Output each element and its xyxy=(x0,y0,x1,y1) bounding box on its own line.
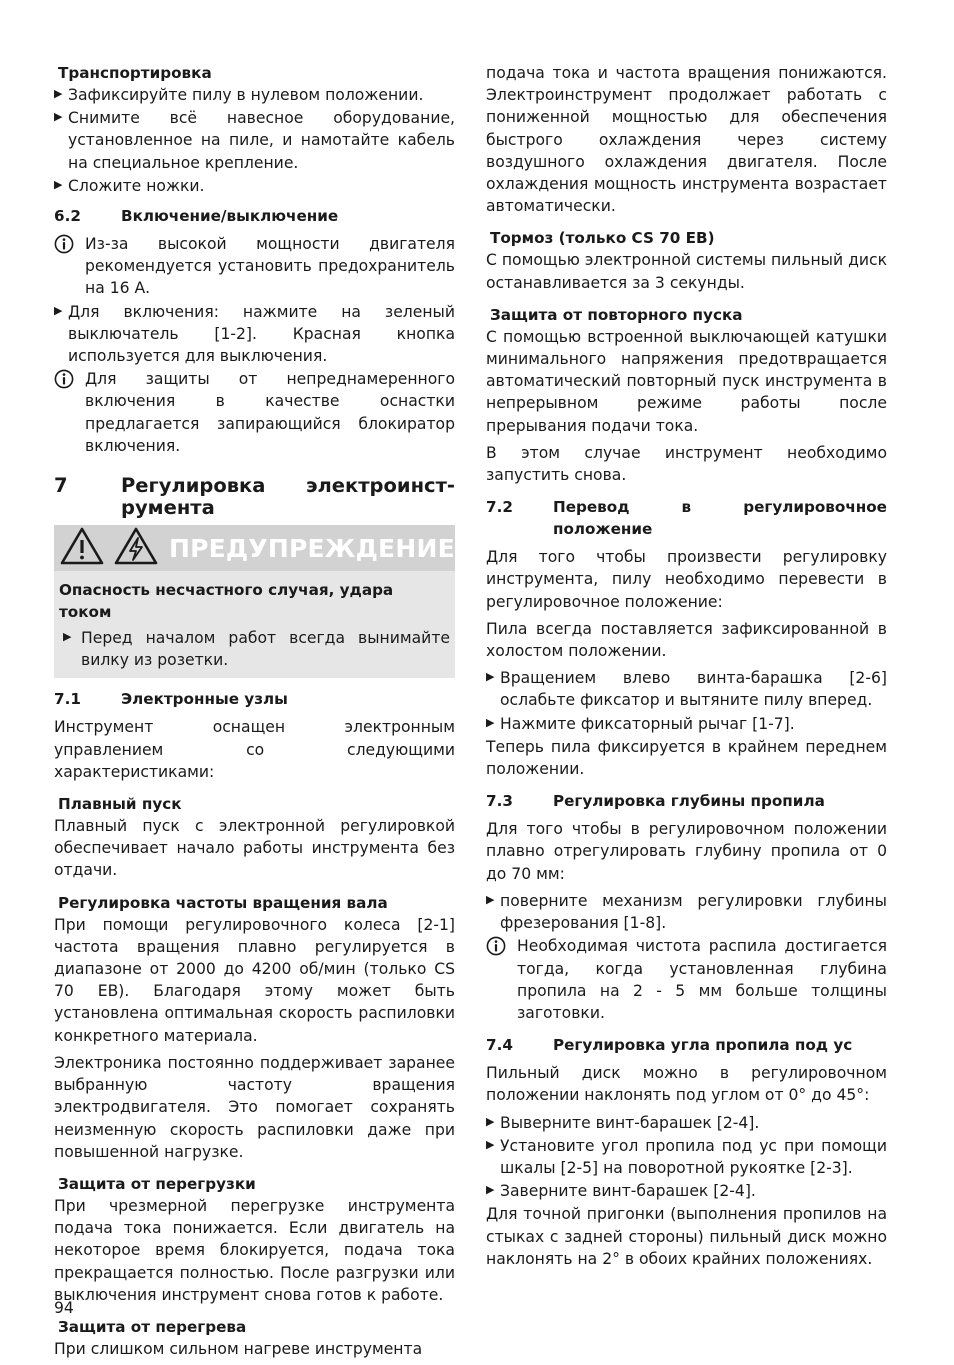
list-item: ▶ Выверните винт-барашек [2-4]. xyxy=(486,1112,887,1134)
bullet-arrow-icon: ▶ xyxy=(63,630,72,644)
paragraph: При слишком сильном нагреве инструмента xyxy=(54,1339,423,1358)
paragraph: Плавный пуск с электронной регулировкой обеспечивает начало работы инструмента без отдачи. xyxy=(54,817,455,880)
bullet-arrow-icon: ▶ xyxy=(54,177,63,191)
paragraph: При чрезмерной перегрузке инструмента подача тока понижается. Если двигатель на некоторое время блокируется, подача тока прекращается полностью. После разгрузки или выключения инструмент снова готов к работе. xyxy=(54,1196,455,1304)
paragraph: С помощью встроенной выключающей катушки минимального напряжения предотвращается автоматический повторный пуск инструмента в непрерывном режиме работы после прерывания подачи тока. xyxy=(486,327,887,435)
bullet-arrow-icon: ▶ xyxy=(486,1114,495,1128)
bullet-arrow-icon: ▶ xyxy=(486,670,495,684)
bullet-arrow-icon: ▶ xyxy=(486,892,495,906)
bullet-arrow-icon: ▶ xyxy=(486,1183,495,1197)
bullet-arrow-icon: ▶ xyxy=(54,87,63,100)
right-column xyxy=(486,62,887,1275)
warning-triangle-icon xyxy=(59,526,105,570)
paragraph: В этом случае инструмент необходимо запустить снова. xyxy=(486,443,887,485)
paragraph: Пила всегда поставляется зафиксированной в холостом положении. xyxy=(486,619,887,661)
warning-danger-text: Опасность несчастного случая, удара током xyxy=(59,581,394,622)
list-item: ▶ Нажмите фиксаторный рычаг [1-7]. xyxy=(486,713,887,735)
page-number: 94 xyxy=(54,1299,74,1317)
info-note: Для защиты от непреднамеренного включения в качестве оснастки предлагается запирающийся блокиратор включения. xyxy=(54,368,455,457)
list-item: ▶ Перед началом работ всегда вынимайте вилку из розетки. xyxy=(59,627,450,671)
list-item: ▶ Зафиксируйте пилу в нулевом положении. xyxy=(54,84,455,106)
subsection-heading: Плавный пуск xyxy=(58,795,182,814)
paragraph: Инструмент оснащен электронным управлением со следующими характеристиками: xyxy=(54,718,455,781)
section-heading: 7.1 Электронные узлы xyxy=(54,690,288,709)
paragraph: Электроника постоянно поддерживает заранее выбранную частоту вращения электродвигателя. Это помогает сохранять неизменную скорость распиловки даже при повышенной нагрузке. xyxy=(54,1053,455,1161)
list-item: ▶ Сложите ножки. xyxy=(54,175,455,197)
subsection-heading: Тормоз (только CS 70 EB) xyxy=(490,229,715,248)
subsection-heading: Защита от перегрузки xyxy=(58,1174,256,1193)
bullet-arrow-icon: ▶ xyxy=(486,1137,495,1151)
warning-box xyxy=(54,525,455,678)
section-heading: 6.2 Включение/выключение xyxy=(54,207,339,226)
paragraph: подача тока и частота вращения понижаются. Электроинструмент продолжает работать с пониженной мощностью для обеспечения быстрого охлаждения через систему воздушного охлаждения двигателя. После охлаждения мощность инструмента возрастает автоматически. xyxy=(486,64,887,216)
bullet-arrow-icon: ▶ xyxy=(54,303,63,317)
warning-header xyxy=(54,525,455,571)
section-heading: 7.2 Перевод в регулировочное положение xyxy=(486,498,887,539)
paragraph: Теперь пила фиксируется в крайнем переднем положении. xyxy=(486,737,887,779)
list-item: ▶ Для включения: нажмите на зеленый выключатель [1-2]. Красная кнопка используется для выключения. xyxy=(54,301,455,368)
chapter-heading: 7 Регулировка электроинст- румента xyxy=(54,474,455,520)
list-item: ▶ Снимите всё навесное оборудование, установленное на пиле, и намотайте кабель на специальное крепление. xyxy=(54,107,455,174)
bullet-arrow-icon: ▶ xyxy=(486,715,495,729)
paragraph: Для того чтобы в регулировочном положении плавно отрегулировать глубину пропила от 0 до 70 мм: xyxy=(486,820,887,883)
list-item: ▶ Установите угол пропила под ус при помощи шкалы [2-5] на поворотной рукоятке [2-3]. xyxy=(486,1135,887,1179)
warning-title: ПРЕДУПРЕЖДЕНИЕ xyxy=(169,533,455,563)
subsection-heading: Защита от повторного пуска xyxy=(490,305,743,324)
transport-heading: Транспортировка xyxy=(58,64,212,82)
list-item: ▶ поверните механизм регулировки глубины фрезерования [1-8]. xyxy=(486,890,887,934)
section-heading: 7.3 Регулировка глубины пропила xyxy=(486,792,825,811)
info-note: Необходимая чистота распила достигается тогда, когда установленная глубина пропила на 2 - 5 мм больше толщины заготовки. xyxy=(486,935,887,1024)
info-circle-icon xyxy=(486,935,517,1024)
info-circle-icon xyxy=(54,368,85,457)
paragraph: Пильный диск можно в регулировочном положении наклонять под углом от 0° до 45°: xyxy=(486,1064,887,1105)
paragraph: Для точной пригонки (выполнения пропилов на стыках с задней стороны) пильный диск можно наклонять на 2° в обоих крайних положениях. xyxy=(486,1205,887,1268)
list-item: ▶ Заверните винт-барашек [2-4]. xyxy=(486,1180,887,1202)
paragraph: С помощью электронной системы пильный диск останавливается за 3 секунды. xyxy=(486,251,887,292)
info-note: Из-за высокой мощности двигателя рекомендуется установить предохранитель на 16 А. xyxy=(54,233,455,300)
electric-hazard-icon xyxy=(113,526,159,570)
list-item: ▶ Вращением влево винта-барашка [2-6] ослабьте фиксатор и вытяните пилу вперед. xyxy=(486,667,887,711)
section-heading: 7.4 Регулировка угла пропила под ус xyxy=(486,1036,853,1055)
paragraph: При помощи регулировочного колеса [2-1] частота вращения плавно регулируется в диапазоне от 2000 до 4200 об/мин (только CS 70 EB). Благодаря этому может быть установлена оптимальная скорость распиловки конкретного материала. xyxy=(54,915,455,1045)
bullet-arrow-icon: ▶ xyxy=(54,110,63,124)
subsection-heading: Регулировка частоты вращения вала xyxy=(58,893,388,912)
paragraph: Для того чтобы произвести регулировку инструмента, пилу необходимо перевести в регулировочное положение: xyxy=(486,548,887,611)
info-circle-icon xyxy=(54,233,85,300)
left-column xyxy=(54,62,455,1365)
subsection-heading: Защита от перегрева xyxy=(58,1317,247,1336)
